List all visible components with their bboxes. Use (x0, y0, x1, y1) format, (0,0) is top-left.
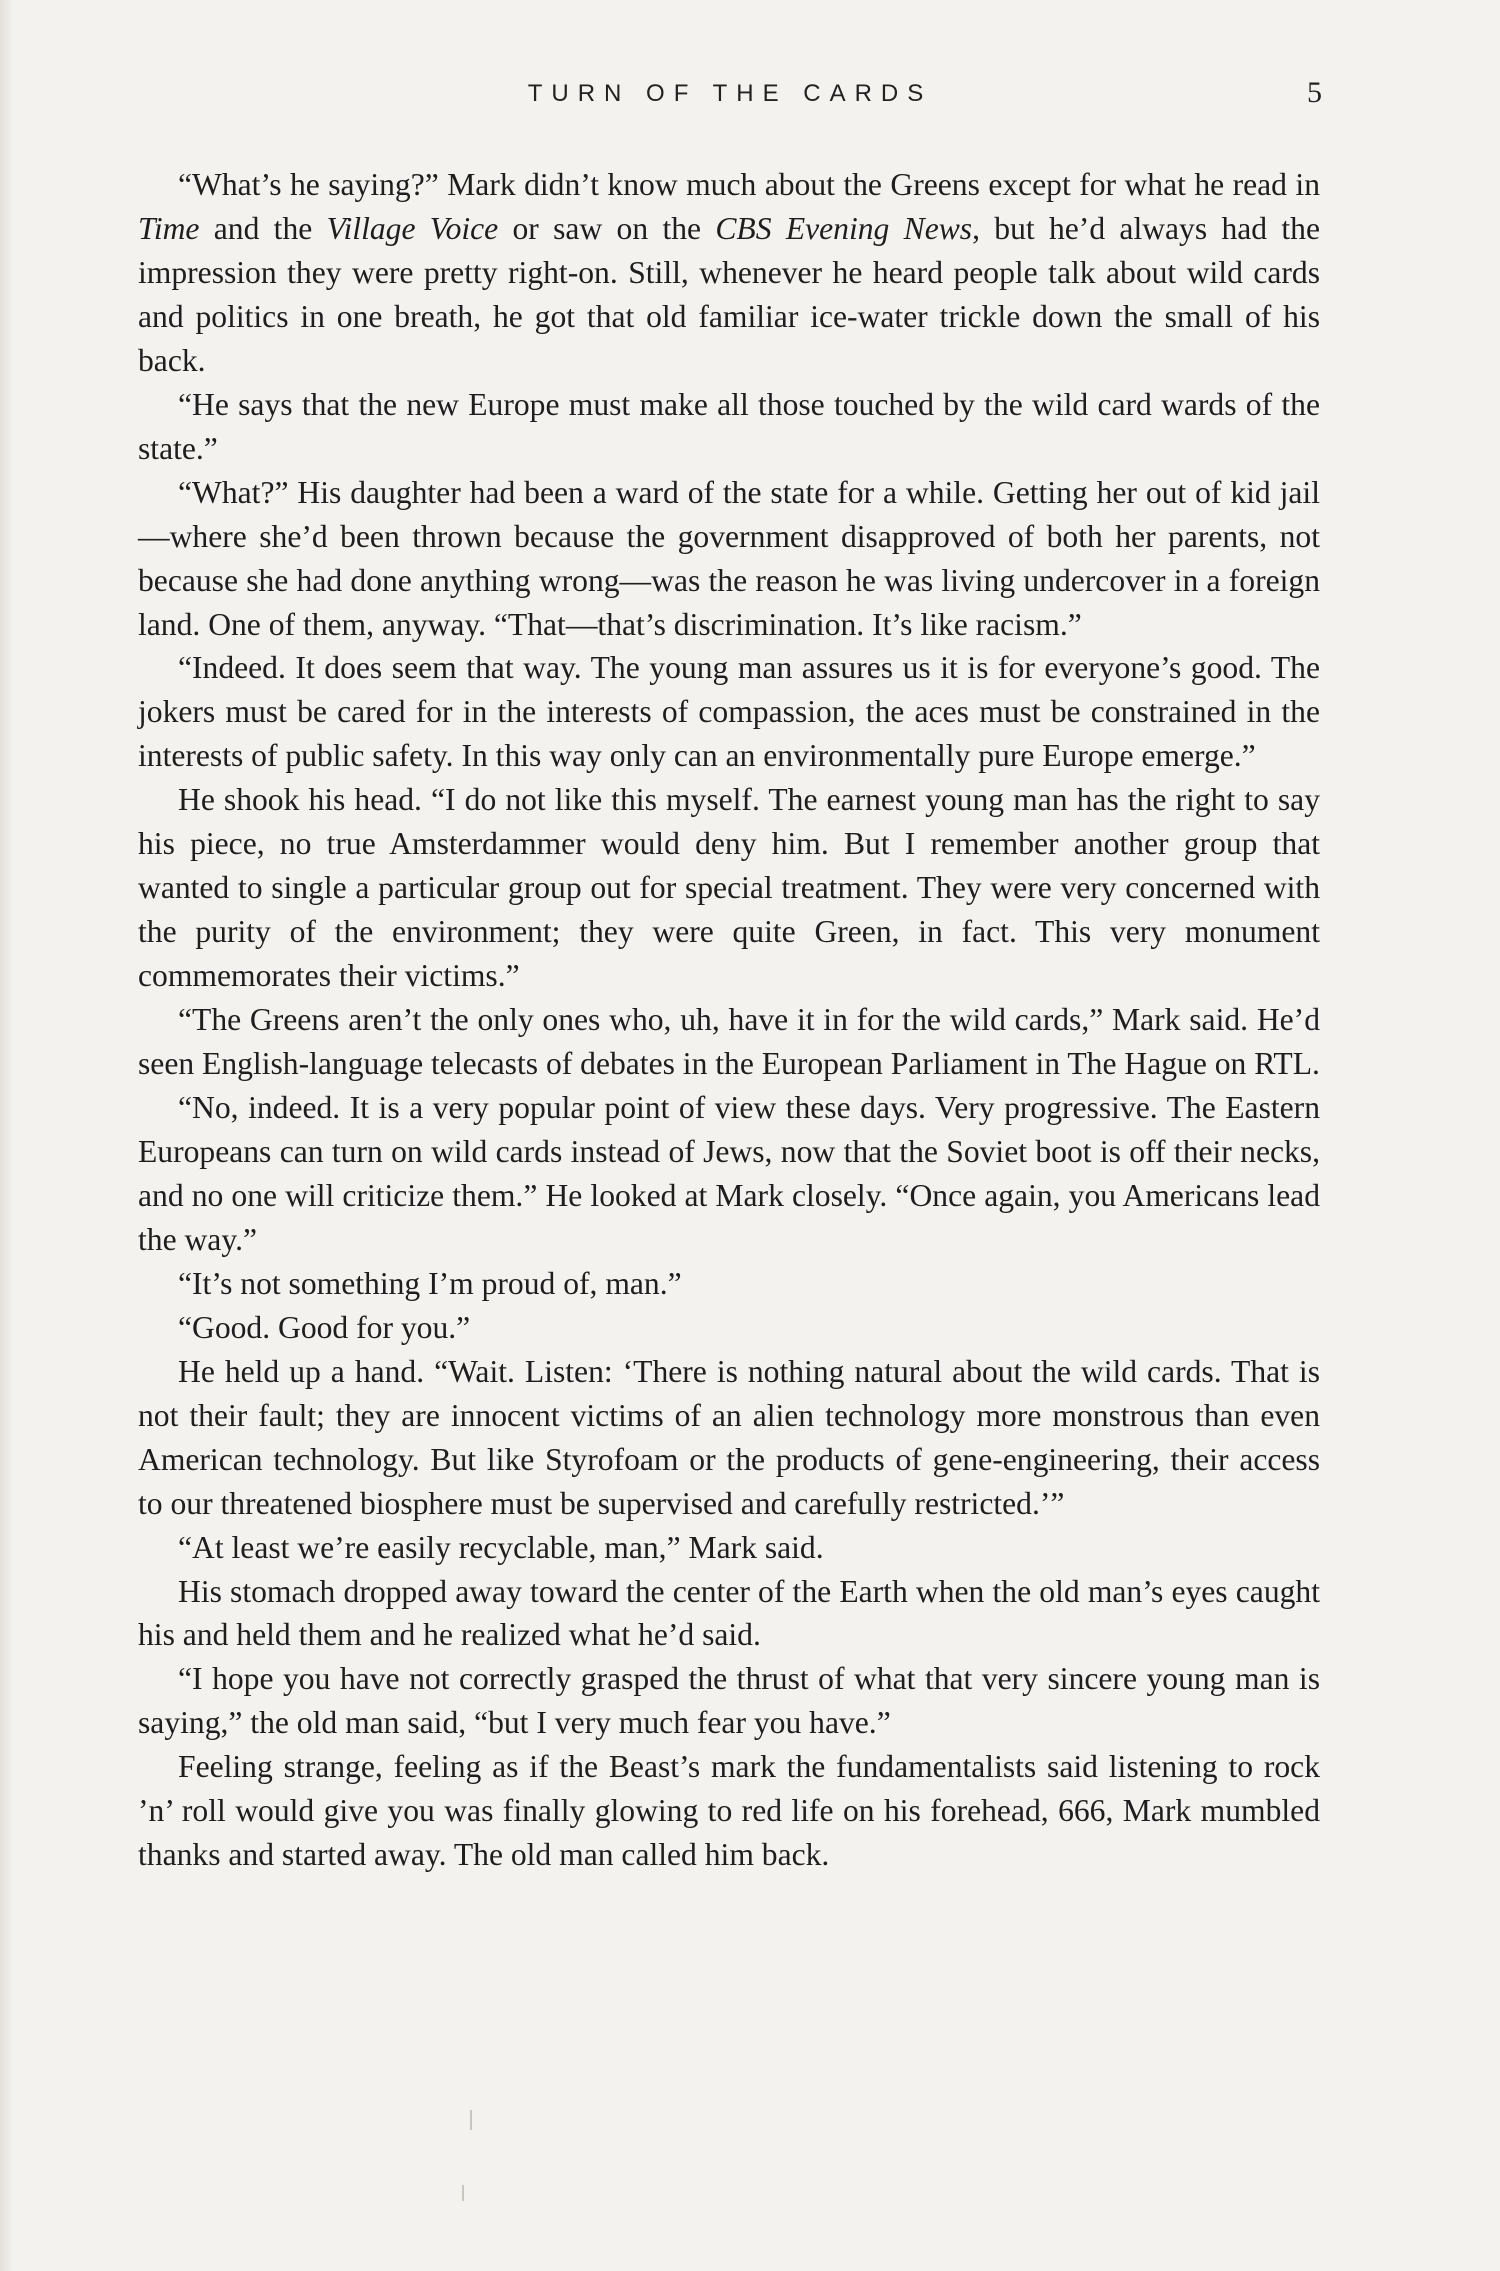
text-run: “I hope you have not correctly grasped the thrust of what that very sincere young man is saying,” the old man said, “but I very much fear you have.” (138, 1661, 1320, 1741)
text-run: “What?” His daughter had been a ward of the state for a while. Getting her out of kid jail—where she’d been thrown because the government disapproved of both her parents, not because she had done anything wrong—was the reason he was living undercover in a foreign land. One of them, anyway. “That—that’s discrimination. It’s like racism.” (138, 474, 1320, 642)
text-run: and the (199, 210, 327, 246)
text-run: “Good. Good for you.” (178, 1309, 471, 1345)
paragraph (138, 1657, 1320, 1745)
text-run: Feeling strange, feeling as if the Beast’s mark the fundamentalists said listening to rock ’n’ roll would give you was finally glowing to red life on his forehead, 666, Mark mumbled thanks and started away. The old man called him back. (138, 1749, 1320, 1873)
italic-title: Time (138, 210, 200, 246)
text-run: “At least we’re easily recyclable, man,” Mark said. (178, 1529, 824, 1565)
paper-speck (462, 2185, 464, 2201)
paragraph (138, 1086, 1320, 1262)
paragraph (138, 1262, 1320, 1306)
paragraph (138, 471, 1320, 647)
page-number: 5 (1307, 76, 1322, 109)
body-text (138, 163, 1320, 1877)
italic-title: CBS Evening News (715, 210, 973, 246)
text-run: His stomach dropped away toward the center of the Earth when the old man’s eyes caught his and held them and he realized what he’d said. (138, 1573, 1320, 1653)
text-run: or saw on the (498, 210, 716, 246)
paragraph (138, 383, 1320, 471)
paragraph (138, 163, 1320, 383)
italic-title: Village Voice (326, 210, 499, 246)
text-run: “What’s he saying?” Mark didn’t know much about the Greens except for what he read in (178, 167, 1320, 202)
text-run: He held up a hand. “Wait. Listen: ‘There is nothing natural about the wild cards. That is not their fault; they are innocent victims of an alien technology more monstrous than even American technology. But like Styrofoam or the products of gene-engineering, their access to our threatened biosphere must be supervised and carefully restricted.’” (138, 1353, 1320, 1521)
paragraph (138, 1526, 1320, 1570)
paper-speck (470, 2110, 472, 2130)
paragraph (138, 778, 1320, 998)
text-run: He shook his head. “I do not like this myself. The earnest young man has the right to say his piece, no true Amsterdammer would deny him. But I remember another group that wanted to single a particular group out for special treatment. They were very concerned with the purity of the environment; they were quite Green, in fact. This very monument commemorates their victims.” (138, 782, 1320, 994)
text-run: “No, indeed. It is a very popular point of view these days. Very progressive. The Eastern Europeans can turn on wild cards instead of Jews, now that the Soviet boot is off their necks, and no one will criticize them.” He looked at Mark closely. “Once again, you Americans lead the way.” (138, 1090, 1320, 1257)
text-run: “It’s not something I’m proud of, man.” (178, 1265, 682, 1301)
paragraph (138, 646, 1320, 778)
paragraph (138, 1745, 1320, 1877)
paragraph (138, 1306, 1320, 1350)
text-run: “Indeed. It does seem that way. The young man assures us it is for everyone’s good. The jokers must be cared for in the interests of compassion, the aces must be constrained in the interests of public safety. In this way only can an environmentally pure Europe emerge.” (138, 650, 1320, 774)
paragraph (138, 1570, 1320, 1658)
text-run: , but he’d always had the impression they were pretty right-on. Still, whenever he heard people talk about wild cards and politics in one breath, he got that old familiar ice-water trickle down the small of his back. (138, 210, 1320, 378)
paragraph (138, 1350, 1320, 1526)
page-gutter-shadow (0, 0, 14, 2271)
text-run: “He says that the new Europe must make all those touched by the wild card wards of the state.” (138, 386, 1320, 466)
text-run: “The Greens aren’t the only ones who, uh, have it in for the wild cards,” Mark said. He’d seen English-language telecasts of debates in the European Parliament in The Hague on RTL. (138, 1002, 1320, 1082)
paragraph (138, 998, 1320, 1086)
running-title: TURN OF THE CARDS (527, 80, 933, 107)
